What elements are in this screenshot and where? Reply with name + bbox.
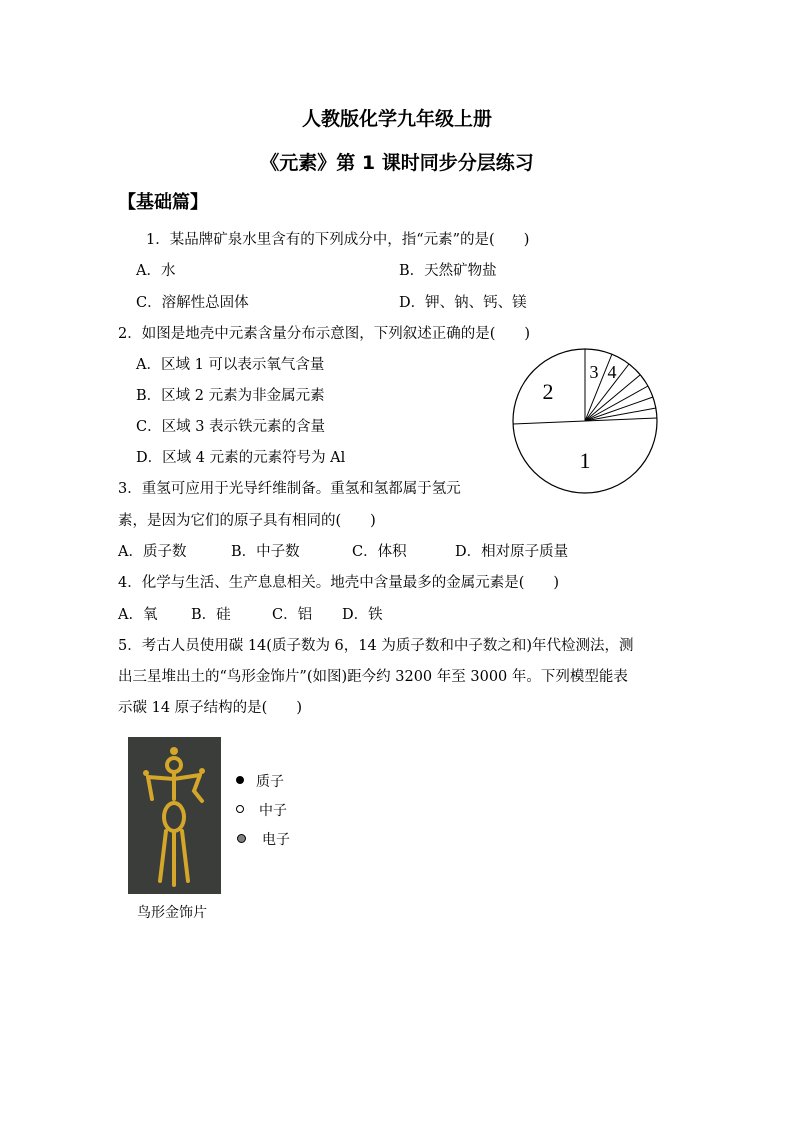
ornament-crest xyxy=(170,747,178,755)
question-4-stem: 4．化学与生活、生产息息相关。地壳中含量最多的金属元素是( ) xyxy=(118,575,560,591)
bird-gold-ornament-photo xyxy=(128,737,221,894)
ornament-body-loop xyxy=(164,803,184,831)
neutron-marker-icon xyxy=(236,805,244,813)
question-5-stem-line-3: 示碳 14 原子结构的是( ) xyxy=(118,700,302,716)
question-3-stem-line-2: 素，是因为它们的原子具有相同的( ) xyxy=(118,513,376,529)
proton-dot xyxy=(236,776,244,784)
question-3-option-b: B．中子数 xyxy=(231,544,300,560)
page-title: 人教版化学九年级上册 xyxy=(301,108,492,130)
pie-label-4: 4 xyxy=(607,362,617,382)
electron-marker-icon xyxy=(237,834,246,843)
question-4-option-d: D．铁 xyxy=(342,607,383,623)
question-3-stem-line-1: 3．重氢可应用于光导纤维制备。重氢和氢都属于氢元 xyxy=(118,481,461,497)
question-1-option-c: C．溶解性总固体 xyxy=(136,295,249,311)
question-2-option-c: C．区域 3 表示铁元素的含量 xyxy=(136,419,326,435)
ornament-hand xyxy=(143,770,149,776)
crust-element-pie-diagram xyxy=(508,344,664,500)
electron-dot xyxy=(237,834,246,843)
question-1-stem: 1．某品牌矿泉水里含有的下列成分中，指“元素”的是( ) xyxy=(146,232,530,248)
ornament-hand xyxy=(199,768,205,774)
section-heading: 【基础篇】 xyxy=(118,192,208,213)
question-4-option-a: A．氧 xyxy=(118,607,158,623)
pie-label-2: 2 xyxy=(542,379,554,404)
ornament-right-arm xyxy=(194,775,202,801)
bird-gold-ornament-figure xyxy=(128,737,221,894)
question-5-stem-line-1: 5．考古人员使用碳 14(质子数为 6，14 为质子数和中子数之和)年代检测法，测 xyxy=(118,638,634,654)
page-subtitle: 《元素》第 1 课时同步分层练习 xyxy=(260,152,534,174)
question-3-option-c: C．体积 xyxy=(352,544,407,560)
question-3-option-a: A．质子数 xyxy=(118,544,187,560)
figure-caption: 鸟形金饰片 xyxy=(137,905,207,921)
legend-electron-label: 电子 xyxy=(262,832,290,848)
legend-neutron-label: 中子 xyxy=(259,803,287,819)
ornament-tail xyxy=(160,831,166,881)
ornament-head xyxy=(167,758,181,772)
question-2-stem: 2．如图是地壳中元素含量分布示意图，下列叙述正确的是( ) xyxy=(118,326,531,342)
legend-proton-label: 质子 xyxy=(256,774,284,790)
question-1-option-b: B．天然矿物盐 xyxy=(399,263,497,279)
question-5-stem-line-2: 出三星堆出土的“鸟形金饰片”(如图)距今约 3200 年至 3000 年。下列模型能表 xyxy=(118,669,628,685)
question-3-option-d: D．相对原子质量 xyxy=(455,544,569,560)
question-2-option-a: A．区域 1 可以表示氧气含量 xyxy=(136,357,325,373)
ornament-left-arm xyxy=(148,777,152,799)
pie-label-3: 3 xyxy=(589,362,599,382)
question-4-option-b: B．硅 xyxy=(191,607,231,623)
proton-marker-icon xyxy=(236,776,244,784)
pie-label-1: 1 xyxy=(579,448,591,473)
question-2-option-b: B．区域 2 元素为非金属元素 xyxy=(136,388,325,404)
ornament-tail xyxy=(182,831,188,881)
question-2-option-d: D．区域 4 元素的元素符号为 Al xyxy=(136,450,346,466)
question-4-option-c: C．铝 xyxy=(272,607,313,623)
question-1-option-a: A．水 xyxy=(136,263,176,279)
question-1-option-d: D．钾、钠、钙、镁 xyxy=(399,295,527,311)
neutron-dot xyxy=(236,805,244,813)
